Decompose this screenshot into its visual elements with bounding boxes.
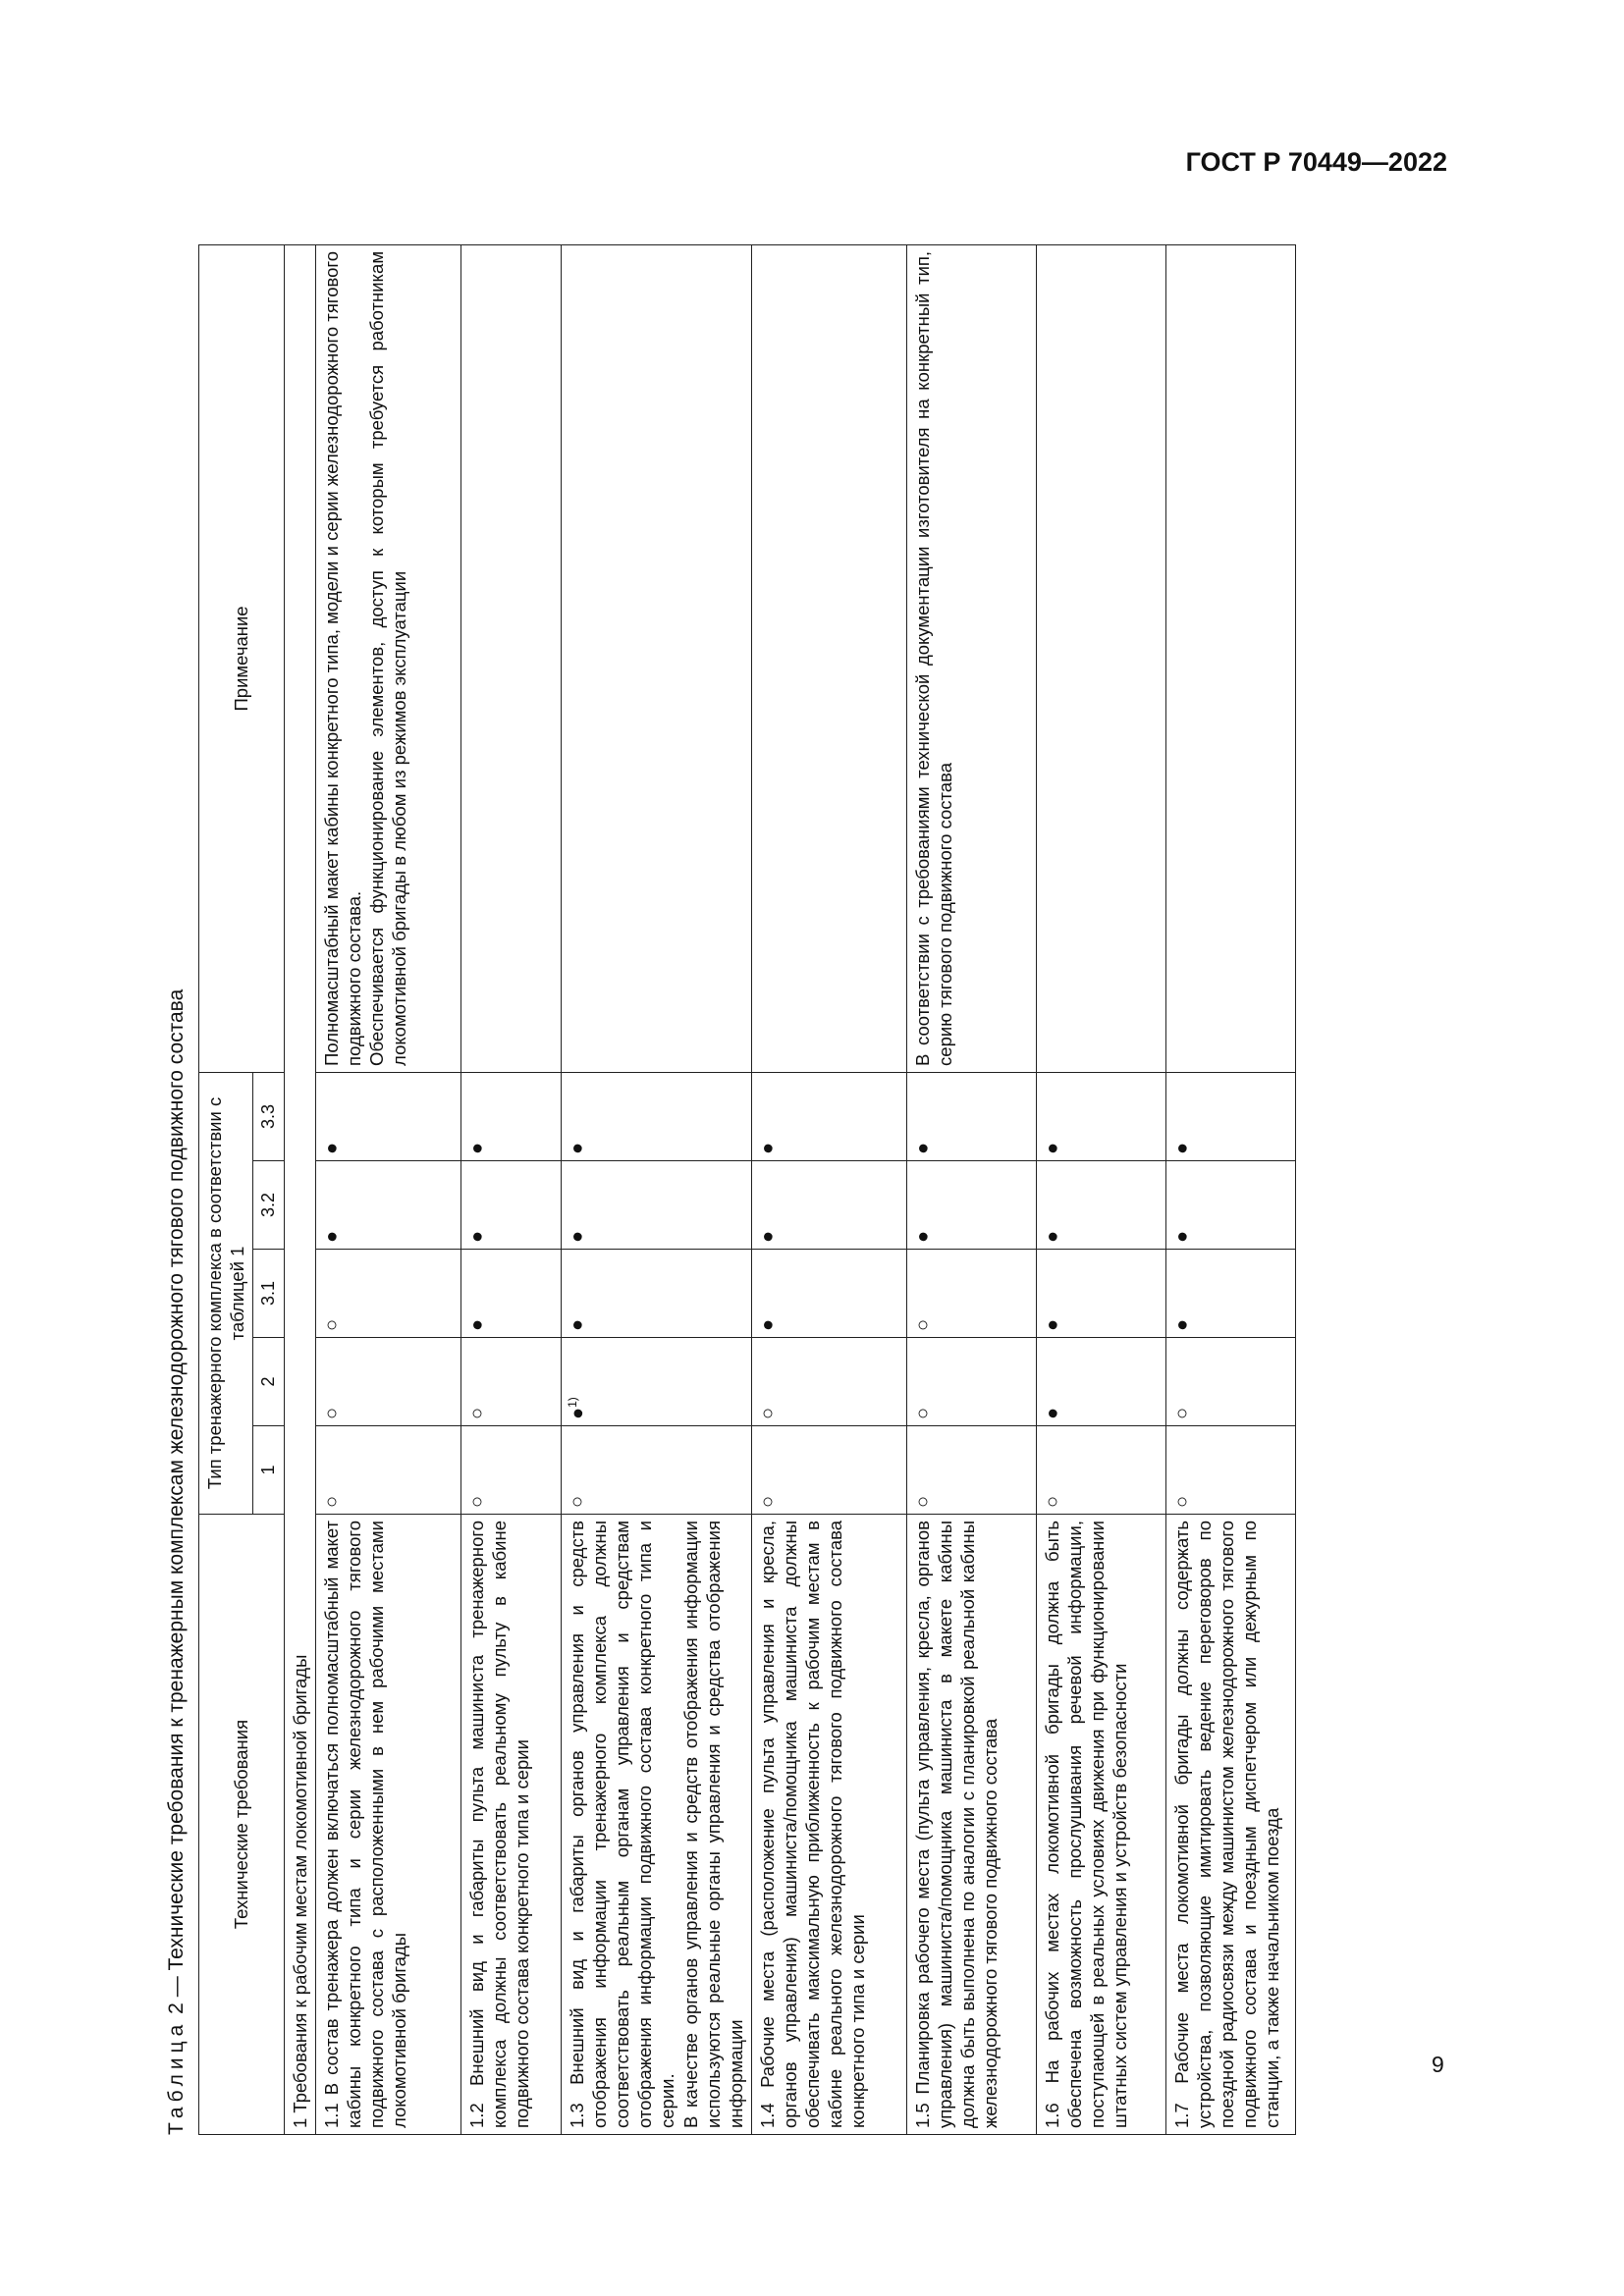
section-title: 1 Требования к рабочим местам локомотивной бригады	[284, 244, 315, 2134]
table-row	[315, 244, 460, 2134]
mark: ○	[315, 1250, 460, 1338]
section-row	[284, 244, 315, 2134]
col-3-3: 3.3	[253, 1072, 285, 1160]
requirement-text: 1.4 Рабочие места (расположение пульта управления и кресла, органов управления) машиниста/помощника машиниста должны обеспечивать максимальную приближенность к рабочим местам в кабине реального железнодорожного тягового подвижного состава конкретного типа и серии	[751, 1515, 906, 2135]
requirement-text: 1.3 Внешний вид и габариты органов управления и средств отображения информации тренажерного комплекса должны соответствовать реальным органам управления и средствам отображения информации подвижного состава конкретного типа и серии.	[566, 1521, 678, 2128]
table-caption	[157, 989, 196, 2135]
requirement-text: 1.5 Планировка рабочего места (пульта управления, кресла, органов управления) машиниста/помощника машиниста в макете кабины должна быть выполнена по аналогии с планировкой реальной кабины железнодорожного тягового подвижного состава	[906, 1515, 1036, 2135]
table-row	[751, 244, 906, 2134]
mark: ○	[315, 1426, 460, 1515]
requirement-text: 1.6 На рабочих местах локомотивной бригады должна быть обеспечена возможность прослушивания речевой информации, поступающей в реальных условиях движения при функционировании штатных систем управления и устройств безопасности	[1036, 1515, 1165, 2135]
rotated-table-area	[157, 245, 1424, 2135]
mark: ●	[460, 1072, 561, 1160]
header-type: Тип тренажерного комплекса в соответствии с таблицей 1	[199, 1072, 253, 1514]
mark: ●	[561, 1072, 751, 1160]
mark: ○	[460, 1338, 561, 1426]
header-requirements: Технические требования	[199, 1515, 285, 2135]
header-row	[199, 244, 253, 2134]
mark: ○	[1036, 1426, 1165, 1515]
note-text: Полномасштабный макет кабины конкретного типа, модели и серии железнодорожного тягового подвижного состава.	[320, 250, 364, 1066]
mark: ○	[751, 1338, 906, 1426]
header-note: Примечание	[199, 244, 285, 1072]
requirement-text: 1.7 Рабочие места локомотивной бригады должны содержать устройства, позволяющие имитировать ведение переговоров по поездной радиосвязи между машинистом железнодорожного тягового подвижного состава и поездным диспетчером или дежурным по станции, а также начальником поезда	[1165, 1515, 1295, 2135]
col-2: 2	[253, 1338, 285, 1426]
note-cell	[315, 244, 460, 1072]
mark: ○	[906, 1338, 1036, 1426]
mark: ●	[751, 1072, 906, 1160]
mark: ●	[1036, 1250, 1165, 1338]
requirement-cell	[561, 1515, 751, 2135]
mark: ●	[1165, 1072, 1295, 1160]
mark: ●	[906, 1161, 1036, 1250]
mark: ●	[460, 1161, 561, 1250]
mark: ●	[460, 1250, 561, 1338]
mark: ●	[906, 1072, 1036, 1160]
table-row	[460, 244, 561, 2134]
mark: ●	[1036, 1338, 1165, 1426]
requirements-table	[198, 244, 1296, 2135]
mark: ○	[906, 1250, 1036, 1338]
note-text: В соответствии с требованиями технической документации изготовителя на конкретный тип, серию тягового подвижного состава	[906, 244, 1036, 1072]
col-3-1: 3.1	[253, 1250, 285, 1338]
col-1: 1	[253, 1426, 285, 1515]
gost-number: ГОСТ Р 70449—2022	[1185, 147, 1447, 177]
mark: ●	[751, 1161, 906, 1250]
note-text-2: Обеспечивается функционирование элементов, доступ к которым требуется работникам локомотивной бригады в любом из режимов эксплуатации	[366, 250, 410, 1066]
mark-with-footnote	[561, 1338, 751, 1426]
mark: ●	[561, 1161, 751, 1250]
footnote-ref: 1)	[565, 1397, 579, 1408]
mark: ○	[460, 1426, 561, 1515]
mark: ●	[1165, 1161, 1295, 1250]
table-row	[906, 244, 1036, 2134]
mark: ●	[315, 1072, 460, 1160]
note-text	[460, 244, 561, 1072]
table-row	[561, 244, 751, 2134]
mark: ○	[1165, 1338, 1295, 1426]
col-3-2: 3.2	[253, 1161, 285, 1250]
caption-text: 2 — Технические требования к тренажерным комплексам железнодорожного тягового подвижного состава	[165, 988, 188, 2014]
requirement-text: 1.1 В состав тренажера должен включаться полномасштабный макет кабины конкретного типа и серии железнодорожного тягового подвижного состава с расположенными в нем рабочими местами локомотивной бригады	[315, 1515, 460, 2135]
note-text	[1165, 244, 1295, 1072]
mark: ○	[1165, 1426, 1295, 1515]
mark: ○	[315, 1338, 460, 1426]
mark: ●	[315, 1161, 460, 1250]
note-text	[561, 244, 751, 1072]
caption-prefix: Таблица	[165, 2019, 188, 2135]
mark: ●	[1165, 1250, 1295, 1338]
mark: ●	[751, 1250, 906, 1338]
mark: ●	[567, 1407, 589, 1419]
mark: ○	[561, 1426, 751, 1515]
mark: ●	[1036, 1161, 1165, 1250]
mark: ●	[561, 1250, 751, 1338]
page-number: 9	[1432, 2052, 1444, 2077]
requirement-text-2: В качестве органов управления и средств отображения информации используются реальные органы управления и средства отображения информации	[679, 1521, 746, 2128]
mark: ○	[906, 1426, 1036, 1515]
requirement-text: 1.2 Внешний вид и габариты пульта машиниста тренажерного комплекса должны соответствовать реальному пульту в кабине подвижного состава конкретного типа и серии	[460, 1515, 561, 2135]
mark: ●	[1036, 1072, 1165, 1160]
mark: ○	[751, 1426, 906, 1515]
table-row	[1036, 244, 1165, 2134]
note-text	[751, 244, 906, 1072]
table-row	[1165, 244, 1295, 2134]
note-text	[1036, 244, 1165, 1072]
